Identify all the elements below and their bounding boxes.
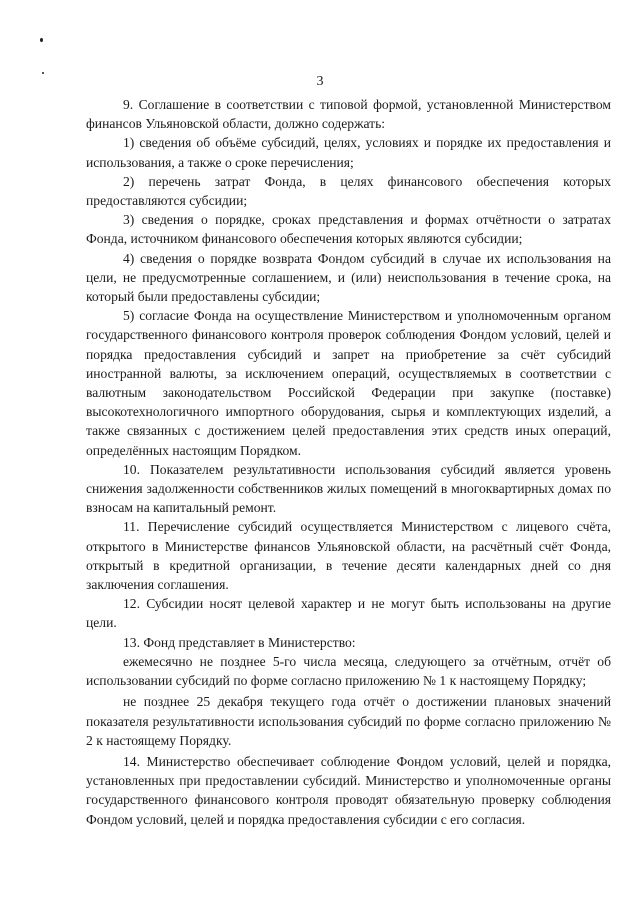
paragraph-13: 13. Фонд представляет в Министерство: — [123, 634, 356, 650]
paragraph-9-item-4: 4) сведения о порядке возврата Фондом субсидий в случае их использования на цели, не предусмотренные соглашением, и (или) неиспользования в течение срока, на который были предоставлены субсидии; — [86, 250, 611, 305]
paragraph-9-item-2: 2) перечень затрат Фонда, в целях финансового обеспечения которых предоставляются субсидии; — [86, 173, 611, 209]
paragraph-14: 14. Министерство обеспечивает соблюдение Фондом условий, целей и порядка, установленных при предоставлении субсидий. Министерство и уполномоченные органы государственного финансового контроля проводят обязательную проверку соблюдения Фондом условий, целей и порядка предоставления субсидии с его согласия. — [86, 753, 611, 827]
scan-dot — [40, 38, 43, 42]
paragraph-10: 10. Показателем результативности использования субсидий является уровень снижения задолженности собственников жилых помещений в многоквартирных домах по взносам на капитальный ремонт. — [86, 461, 611, 516]
paragraph-9-item-3: 3) сведения о порядке, сроках представления и формах отчётности о затратах Фонда, источником финансового обеспечения которых являются субсидии; — [86, 212, 611, 247]
paragraph-9-item-5: 5) согласие Фонда на осуществление Министерством и уполномоченным органом государственного финансового контроля проверок соблюдения Фондом условий, целей и порядка предоставления субсидий и запрет на приобретение за счёт субсидий иностранной валюты, за исключением операций, осуществляемых в соответствии с валютным законодательством Российской Федерации при закупке (поставке) высокотехнологичного импортного оборудования, сырья и комплектующих изделий, а также связанных с достижением целей предоставления этих средств иных операций, определённых настоящим Порядком. — [86, 308, 611, 458]
paragraph-12: 12. Субсидии носят целевой характер и не могут быть использованы на другие цели. — [86, 596, 611, 631]
paragraph-9-item-1: 1) сведения об объёме субсидий, целях, условиях и порядке их предоставления и использования, а также о сроке перечисления; — [86, 135, 611, 170]
document-body — [86, 95, 611, 829]
paragraph-13-item-2: не позднее 25 декабря текущего года отчёт о достижении плановых значений показателя результативности использования субсидий по форме согласно приложению № 2 к настоящему Порядку. — [86, 694, 611, 748]
paragraph-9: 9. Соглашение в соответствии с типовой формой, установленной Министерством финансов Ульяновской области, должно содержать: — [86, 97, 611, 132]
paragraph-13-item-1: ежемесячно не позднее 5-го числа месяца, следующего за отчётным, отчёт об использовании субсидий по форме согласно приложению № 1 к настоящему Порядку; — [86, 653, 611, 689]
page-number: 3 — [316, 74, 324, 89]
paragraph-11: 11. Перечисление субсидий осуществляется Министерством с лицевого счёта, открытого в Министерстве финансов Ульяновской области, на расчётный счёт Фонда, открытый в кредитной организации, в течение десяти календарных дней со дня заключения соглашения. — [86, 519, 611, 593]
